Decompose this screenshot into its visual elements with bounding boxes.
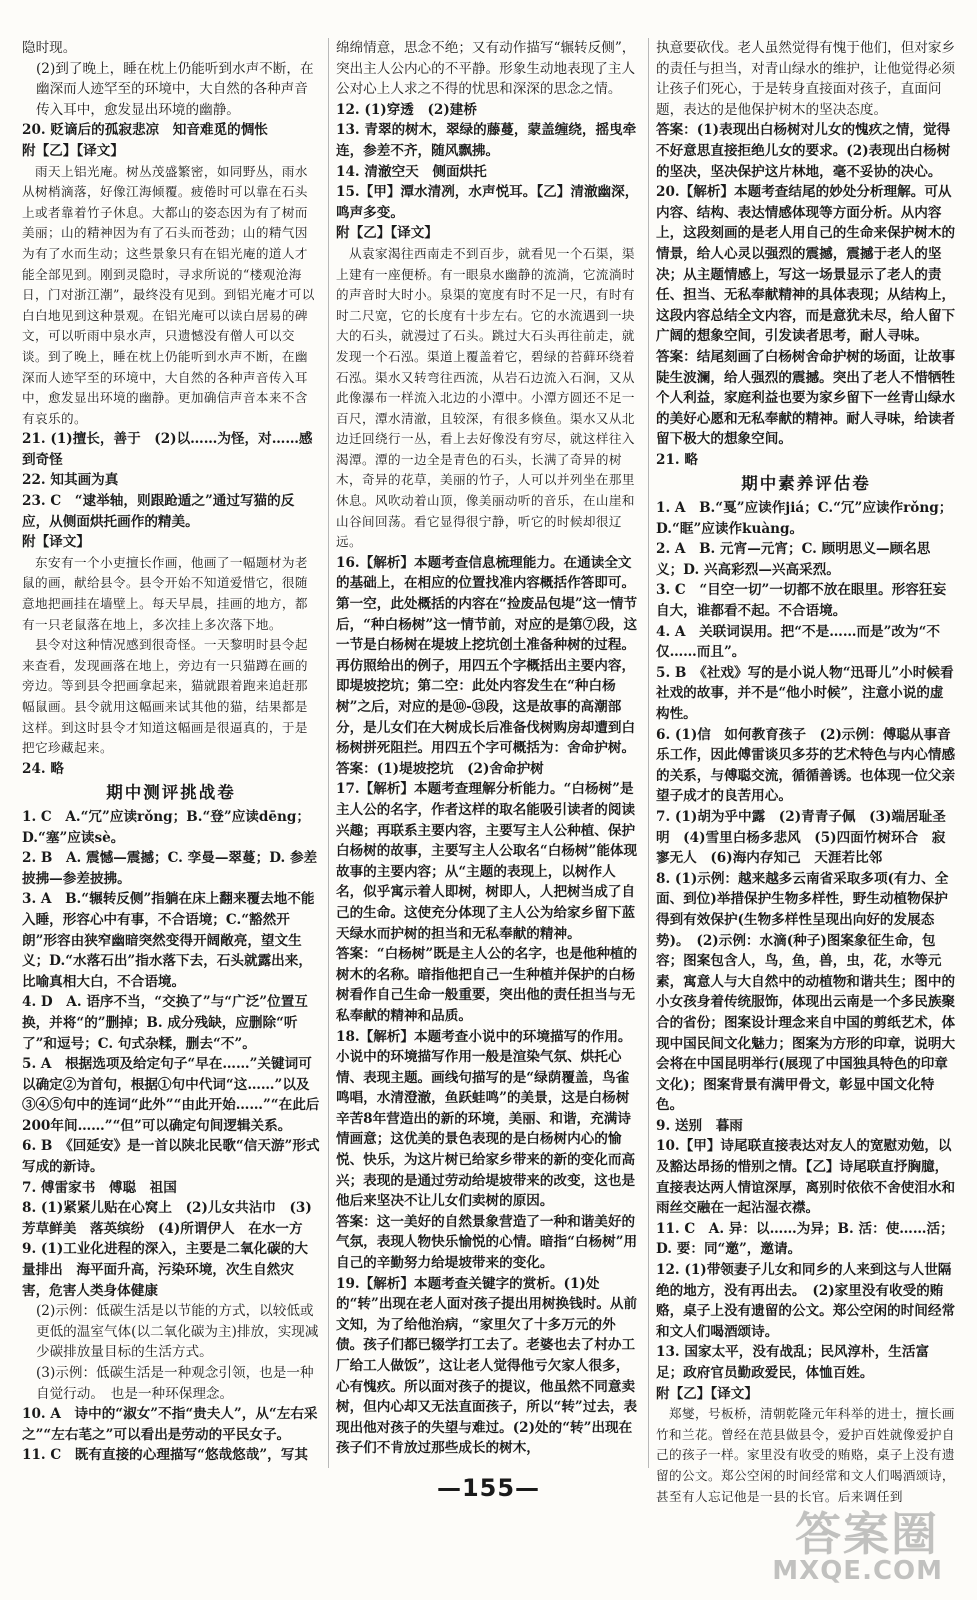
text-line: 8. (1)示例：越来越多云南省采取多项(有力、全面、到位)举措保护生物多样性，野生动植物保护得到有效保护(生物多样性呈现出向好的发展态势)。 (2)示例：水滴(种子)图案象征生命，包容；图案包含人，鸟，鱼，兽，虫，花，水等元素，寓意人与大自然中的动植物和谐共生；图中的小女孩身着传统服饰，体现出云南是一个多民族聚合的省份；图案设计理念来自中国的剪纸艺术，体现中国民间文化魅力；图案为方形的印章，说明大会将在中国昆明举行(展现了中国独具特色的印章文化)；图案背景有满甲骨文，彰显中国文化特色。 xyxy=(656,870,956,1114)
text-line: 3. A B.“辗转反侧”指躺在床上翻来覆去地不能入睡，形容心中有事，不合语境；C.“豁然开朗”形容由狭窄幽暗突然变得开阔敞亮，望文生义；D.“水落石出”指水落下去，石头就露出来，比喻真相大白，不合语境。 xyxy=(22,891,315,990)
text-line: 1. A B.“戛”应读作jiá；C.“冗”应读作rǒng；D.“眶”应读作kuàng。 xyxy=(656,500,953,537)
text-line: 答案：“白杨树”既是主人公的名字，也是他种植的树木的名称。暗指他把自己一生种植并保护的白杨树看作自己生命一般重要，突出他的责任担当与无私奉献的精神和品质。 xyxy=(336,946,638,1024)
text-line: 隐时现。 xyxy=(22,40,77,56)
text-line: 2. A B. 元宵—元宵；C. 顾明思义—顾名思义；D. 兴高彩烈—兴高采烈。 xyxy=(656,541,931,578)
text-line: 从袁家渴往西南走不到百步，就看见一个石渠，渠上建有一座便桥。有一眼泉水幽静的流淌，它流淌时的声音时大时小。泉渠的宽度有时不足一尺，有时有时二尺宽，它的长度有十步左右。它的水流遇到一块大的石头，就漫过了石头。跳过大石头再往前走，就发现一个石泓。渠道上覆盖着它，碧绿的苔藓环绕着石泓。渠水又转弯往西流，从岩石边流入石涧，又从此像瀑布一样流入北边的小潭中。小潭方圆还不足一百尺，潭水清澈，且较深，有很多倏鱼。渠水又从北边迁回绕行一丛，看上去好像没有穷尽，就这样往入渴潭。潭的一边全是青色的石头，长满了奇异的树木，奇异的花草，美丽的竹子，人可以并列坐在那里休息。风吹动着山顶，像美丽动听的音乐，在山崖和山谷间回荡。看它显得很宁静，听它的时候却很辽远。 xyxy=(336,245,635,550)
text-line: 23. C “逮举轴，则跟跄遁之”通过写猫的反应，从侧面烘托画作的精美。 xyxy=(22,493,295,530)
text-line: 20.【解析】本题考查结尾的妙处分析理解。可从内容、结构、表达情感体现等方面分析。从内容上，这段刻画的是老人用自己的生命来保护树木的情景，给人心灵以强烈的震撼，震撼于老人的坚决；从主题情感上，写这一场景显示了老人的责任、担当、无私奉献精神的具体表现；从结构上，这段内容总结全文内容，而是意犹未尽，给人留下广阔的想象空间，引发读者思考，耐人寻味。 xyxy=(656,184,956,345)
text-line: 10. A 诗中的“淑女”不指“贵夫人”，从“左右采之”“左右芼之”可以看出是劳动的平民女子。 xyxy=(22,1406,318,1443)
watermark xyxy=(719,1498,949,1590)
text-line: (2)到了晚上，睡在枕上仍能听到水声不断，在幽深而人迹罕至的环境中，大自然的各种声音传入耳中，愈发显出环境的幽静。 xyxy=(36,60,314,118)
text-line: 答案：结尾刻画了白杨树舍命护树的场面，让故事陡生波澜，给人强烈的震撼。突出了老人不惜牺牲个人利益，家庭利益也要为家乡留下一丝青山绿水的美好心愿和无私奉献的精神。耐人寻味，给读者留下极大的想象空间。 xyxy=(656,348,956,448)
text-line: 11. C 既有直接的心理描写“悠哉悠哉”，写其 xyxy=(22,1447,308,1464)
text-line: 雨天上铝光庵。树丛茂盛繁密，如同野丛，雨水从树梢滴落，好像江海倾覆。疲倦时可以靠在石头上或者靠着竹子休息。大都山的姿态因为有了树而美丽；山的精神因为有了石头而苍劲；山的精气因为有了水而生动；这些景象只有在铝光庵的道人才能全部见到。刚到灵隐时，寻求所说的“楼观沧海日，门对浙江潮”，最终没有见到。到铝光庵才可以白白地见到这种景观。在铝光庵可以读白居易的碑文，可以听雨中泉水声，只遗憾没有僧人可以交谈。到了晚上，睡在枕上仍能听到水声不断，在幽深而人迹罕至的环境中，大自然的各种声音传入耳中，愈发显出环境的幽静。更加确信声音本来不含有哀乐的。 xyxy=(22,163,315,426)
text-line: 4. A 关联词误用。把“不是……而是”改为“不仅……而且”。 xyxy=(656,623,941,661)
column-left xyxy=(22,38,320,1468)
watermark-url: MXQE.COM xyxy=(772,1556,943,1586)
text-line: 5. B 《社戏》写的是小说人物“迅哥儿”小时候看社戏的故事，并不是“他小时候”，注意小说的虚构性。 xyxy=(656,664,954,722)
text-line: 6. (1)信 如何教育孩子 (2)示例：傅聪从事音乐工作，因此傅雷谈贝多芬的艺术特色与内心情感的关系，与傅聪交流，循循善诱。也体现一位父亲望子成才的良苦用心。 xyxy=(656,726,956,805)
text-line: 13. 国家太平，没有战乱；民风淳朴，生活富足；政府官员勤政爱民，体恤百姓。 xyxy=(656,1344,930,1381)
text-line: (2)示例：低碳生活是以节能的方式，以较低或更低的温室气体(以二氧化碳为主)排放，实现减少碳排放量目标的生活方式。 xyxy=(36,1303,319,1361)
text-line: 11. C A. 异：以……为异；B. 活：使……活；D. 要：同“邀”，邀请。 xyxy=(656,1220,954,1258)
text-line: (3)示例：低碳生活是一种观念引领，也是一种自觉行动。 也是一种环保理念。 xyxy=(36,1365,314,1402)
text-line: 17.【解析】本题考查理解分析能力。“白杨树”是主人公的名字，作者这样的取名能吸引读者的阅读兴趣；再联系主要内容，主要写主人公种植、保护白杨树的故事，主要写主人公取名“白杨树”能体现故事的主要内容；从“主题的表现上，以树作人名，似乎寓示着人即树，树即人，人把树当成了自己的生命。这使充分体现了主人公为给家乡留下蓝天绿水而护树的担当和无私奉献的精神。 xyxy=(336,781,638,942)
text-line: 执意要砍伐。老人虽然觉得有愧于他们，但对家乡的责任与担当，对青山绿水的维护，让他觉得必须让孩子们死心，于是转身直接面对孩子，直面问题，表达的是他保护树木的坚决态度。 xyxy=(656,40,956,118)
watermark-logo: 答案圈 xyxy=(795,1507,939,1561)
text-line: 1. C A.“冗”应读rǒng；B.“登”应读dēng；D.“塞”应读sè。 xyxy=(22,808,311,846)
text-line: 附【乙】【译文】 xyxy=(22,142,124,159)
column-divider xyxy=(648,38,649,1468)
text-line: 7. (1)胡为乎中露 (2)青青子佩 (3)端居耻圣明 (4)雪里白杨多悲风 (5)四面竹树环合 寂寥无人 (6)海内存知己 天涯若比邻 xyxy=(656,808,946,867)
text-line: 答案：(1)堤坡挖坑 (2)舍命护树 xyxy=(336,760,544,777)
text-line: 附【乙】【译文】 xyxy=(336,225,438,242)
column-divider xyxy=(328,38,329,1468)
text-line: 6. B 《回延安》是一首以陕北民歌“信天游”形式写成的新诗。 xyxy=(22,1138,320,1176)
text-line: 2. B A. 震憾—震撼；C. 孪曼—翠蔓；D. 参差披拂—参差披拂。 xyxy=(22,850,318,887)
text-line: 10.【甲】诗尾联直接表达对友人的宽慰劝勉，以及豁达昂扬的惜别之情。【乙】诗尾联直抒胸臆，直接表达两人情谊深厚，离别时依依不舍使泪水和雨丝交融在一起沾湿衣襟。 xyxy=(656,1138,956,1217)
text-line: 22. 知其画为真 xyxy=(22,472,119,489)
text-line: 9. (1)工业化进程的深入，主要是二氧化碳的大量排出 海平面升高，污染环境，次生自然灾害，危害人类身体健康 xyxy=(22,1241,308,1299)
text-line: 附【乙】【译文】 xyxy=(656,1385,758,1402)
text-line: 24. 略 xyxy=(22,760,64,777)
text-line: 3. C “目空一切”一切都不放在眼里。形容狂妄自大，谁都看不起。不合语境。 xyxy=(656,582,947,620)
text-line: 7. 傅雷家书 傅聪 祖国 xyxy=(22,1179,177,1196)
text-line: 东安有一个小吏擅长作画，他画了一幅题材为老鼠的画，献给县令。县令开始不知道爱惜它，很随意地把画挂在墙壁上。每天早晨，挂画的地方，都有一只老鼠落在地上，多次挂上多次落下地。 xyxy=(22,554,308,632)
text-line: 20. 贬谪后的孤寂悲凉 知音难觅的惆怅 xyxy=(22,122,268,139)
column-middle xyxy=(336,38,640,1468)
text-line: 5. A 根据选项及给定句子“早在……”关键词可以确定②为首句，根据①句中代词“这……”以及③④⑤句中的连词“此外”“由此开始……”“在此后200年间……”“但”可以确定句间逻辑关系。 xyxy=(22,1056,320,1134)
text-line: 郑燮，号板桥，清朝乾隆元年科举的进士，擅长画竹和兰花。曾经在范县做县令，爱护百姓就像爱护自己的孩子一样。家里没有收受的贿赂，桌子上没有遗留的公文。郑公空闲的时间经常和文人们喝酒颂诗，甚至有人忘记他是一县的长官。后来调任到 xyxy=(656,1406,955,1504)
text-line: 9. 送别 暮雨 xyxy=(656,1117,743,1134)
section-heading: 期中测评挑战卷 xyxy=(106,783,236,803)
section-heading: 期中素养评估卷 xyxy=(741,474,871,494)
text-line: 附【译文】 xyxy=(22,534,90,551)
text-line: 绵绵情意，思念不绝；又有动作描写“辗转反侧”，突出主人公内心的不平静。形象生动地表现了主人公对心上人求之不得的忧思和深深的思念之情。 xyxy=(336,40,636,98)
text-line: 21. 略 xyxy=(656,451,698,468)
text-line: 13. 青翠的树木，翠绿的藤蔓，蒙盖缠绕，摇曳牵连，参差不齐，随风飘拂。 xyxy=(336,122,637,159)
text-line: 15.【甲】潭水清冽，水声悦耳。【乙】清澈幽深，鸣声多变。 xyxy=(336,184,639,221)
page-number: —155— xyxy=(436,1474,541,1502)
text-line: 答案：(1)表现出白杨树对儿女的愧疚之情，觉得不好意思直接拒绝儿女的要求。(2)表现出白杨树的坚决，坚决保护这片林地，毫不妥协的决心。 xyxy=(656,122,951,180)
text-line: 19.【解析】本题考查关键字的赏析。(1)处的“转”出现在老人面对孩子提出用树换钱时。从前文知，为了给他治病，“家里欠了十多万元的外债。孩子们都已辍学打工去了。老婆也去了村办工厂给工人做饭”，这让老人觉得他亏欠家人很多，心有愧疚。所以面对孩子的提议，他虽然不同意卖树，但内心却又无法直面孩子，所以“转”过去，表现出他对孩子的失望与难过。(2)处的“转”出现在孩子们不肯放过那些成长的树木， xyxy=(336,1275,638,1457)
text-line: 12. (1)穿透 (2)建桥 xyxy=(336,101,477,118)
text-line: 4. D A. 语序不当，“交换了”与“广泛”位置互换，并将“的”删掉；B. 成分残缺，应删除“听了”和逗号；C. 句式杂糅，删去“不”。 xyxy=(22,994,308,1052)
text-line: 县令对这种情况感到很奇怪。一天黎明时县令起来查看，发现画落在地上，旁边有一只猫蹲在画的旁边。等到县令把画拿起来，猫就跟着跑来追赶那幅鼠画。县令就用这幅画来试其他的猫，结果都是这样。到这时县令才知道这幅画是很逼真的，于是把它珍藏起来。 xyxy=(22,637,308,756)
text-line: 18.【解析】本题考查小说中的环境描写的作用。小说中的环境描写作用一般是渲染气氛、烘托心情、表现主题。画线句描写的是“绿荫覆盖，鸟雀鸣唱，水清澄澈，鱼跃蛙鸣”的美景，这是白杨树辛苦8年营造出的新的环境，美丽、和谐，充满诗情画意；这优美的景色表现的是白杨树内心的愉悦、快乐，为这片树已给家乡带来的新的变化而高兴；表现的是通过劳动给堤坡带来的改变，这也是他后来坚决不让儿女们卖树的原因。 xyxy=(336,1028,636,1210)
text-line: 8. (1)紧紧儿贴在心窝上 (2)儿女共沾巾 (3)芳草鲜美 落英缤纷 (4)所谓伊人 在水一方 xyxy=(22,1200,312,1237)
column-right xyxy=(656,38,956,1504)
text-line: 21. (1)擅长，善于 (2)以……为怪，对……感到奇怪 xyxy=(22,431,313,468)
text-line: 14. 清澈空天 侧面烘托 xyxy=(336,163,487,180)
text-line: 答案：这一美好的自然景象营造了一种和谐美好的气氛，表现人物快乐愉悦的心情。暗指“白杨树”用自己的辛勤努力给堤坡带来的变化。 xyxy=(336,1213,638,1272)
text-line: 16.【解析】本题考查信息梳理能力。在通读全文的基础上，在相应的位置找准内容概括作答即可。第一空，此处概括的内容在“捡废品包堤”这一情节后，“种白杨树”这一情节前，对应的是第⑦段，这一节是白杨树在堤坡上挖坑创土准备种树的过程。再仿照给出的例子，用四五个字概括出主要内容，即堤坡挖坑；第二空：此处内容发生在“种白杨树”之后，对应的是⑩-⑬段，这是故事的高潮部分，是儿女们在大树成长后准备伐树购房却遭到白杨树拼死阻拦。用四五个字可概括为：舍命护树。 xyxy=(336,554,638,757)
text-line: 12. (1)带领妻子儿女和同乡的人来到这与人世隔绝的地方，没有再出去。 (2)家里没有收受的贿赂，桌子上没有遗留的公文。郑公空闲的时间经常和文人们喝酒颂诗。 xyxy=(656,1262,956,1340)
